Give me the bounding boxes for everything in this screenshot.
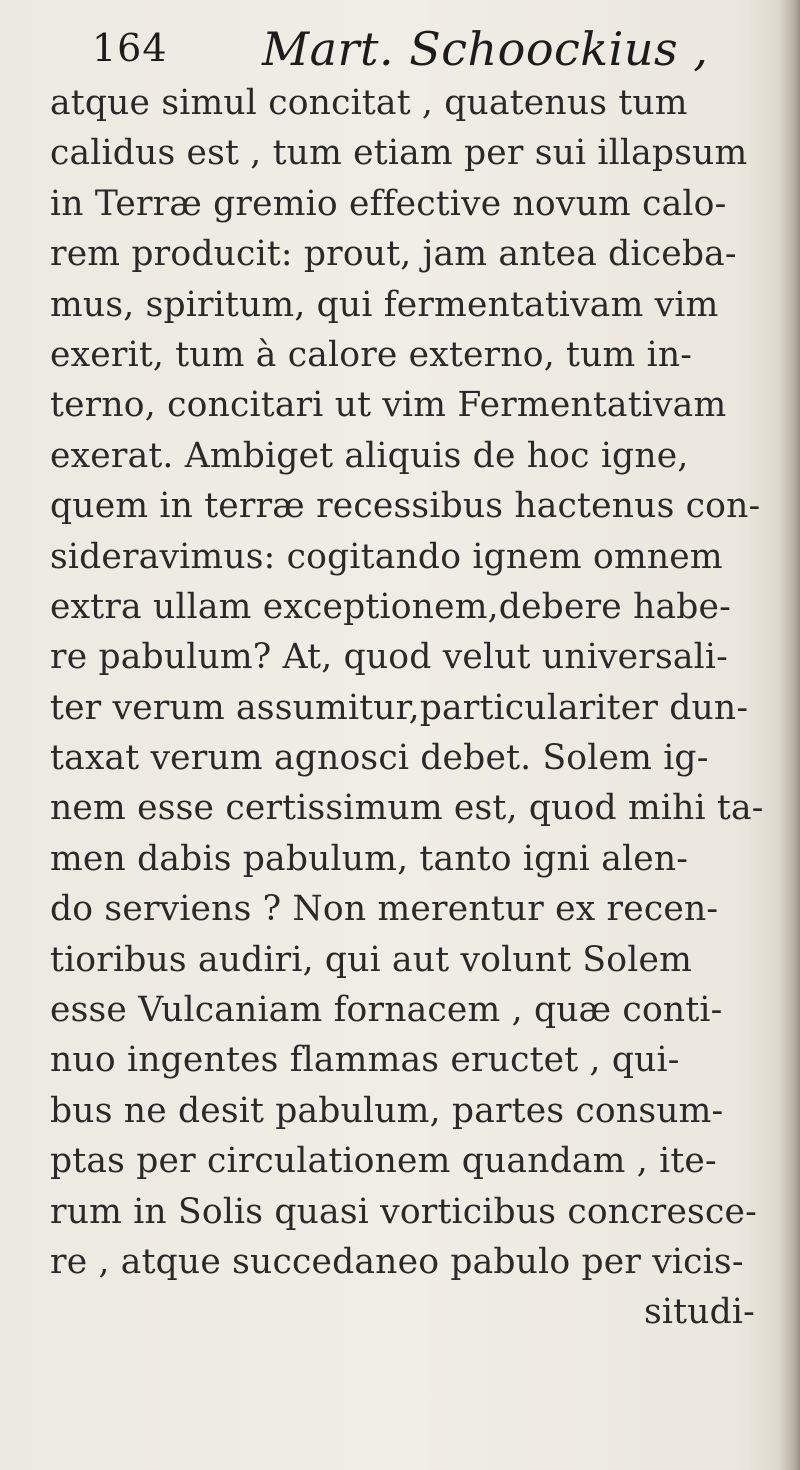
text-line: nuo ingentes flammas eructet , qui- <box>50 1040 680 1081</box>
text-line: exerit, tum à calore externo, tum in- <box>50 334 693 375</box>
text-line: nem esse certissimum est, quod mihi ta- <box>50 788 764 829</box>
text-line: rum in Solis quasi vorticibus concresce- <box>50 1191 757 1232</box>
text-line: esse Vulcaniam fornacem , quæ conti- <box>50 990 723 1031</box>
text-line: re pabulum? At, quod velut universali- <box>50 637 728 678</box>
text-line: men dabis pabulum, tanto igni alen- <box>50 838 689 879</box>
text-line: rem producit: prout, jam antea diceba- <box>50 234 737 275</box>
text-line: tioribus audiri, qui aut volunt Solem <box>50 939 692 980</box>
catchword: situdi- <box>644 1292 755 1333</box>
text-line: quem in terræ recessibus hactenus con- <box>50 486 761 527</box>
text-line: terno, concitari ut vim Fermentativam <box>50 385 727 426</box>
text-line: sideravimus: cogitando ignem omnem <box>50 536 723 577</box>
running-head: Mart. Schoockius , <box>262 22 709 76</box>
text-line: ter verum assumitur,particulariter dun- <box>50 687 749 728</box>
page-header <box>92 12 752 82</box>
text-line: atque simul concitat , quatenus tum <box>50 83 688 123</box>
text-line: extra ullam exceptionem,debere habe- <box>50 586 732 627</box>
text-line: calidus est , tum etiam per sui illapsum <box>50 133 748 174</box>
page-edge-shadow <box>778 0 800 1470</box>
text-line: in Terræ gremio effective novum calo- <box>50 183 727 224</box>
text-line: do serviens ? Non merentur ex recen- <box>50 889 719 930</box>
text-line: mus, spiritum, qui fermentativam vim <box>50 284 719 325</box>
text-line: taxat verum agnosci debet. Solem ig- <box>50 738 709 779</box>
text-line: exerat. Ambiget aliquis de hoc igne, <box>50 435 689 476</box>
body-text <box>50 78 800 1338</box>
page-number: 164 <box>92 26 168 70</box>
text-line: bus ne desit pabulum, partes consum- <box>50 1090 724 1131</box>
text-line: ptas per circulationem quandam , ite- <box>50 1141 717 1182</box>
text-line: re , atque succedaneo pabulo per vicis- <box>50 1241 744 1282</box>
